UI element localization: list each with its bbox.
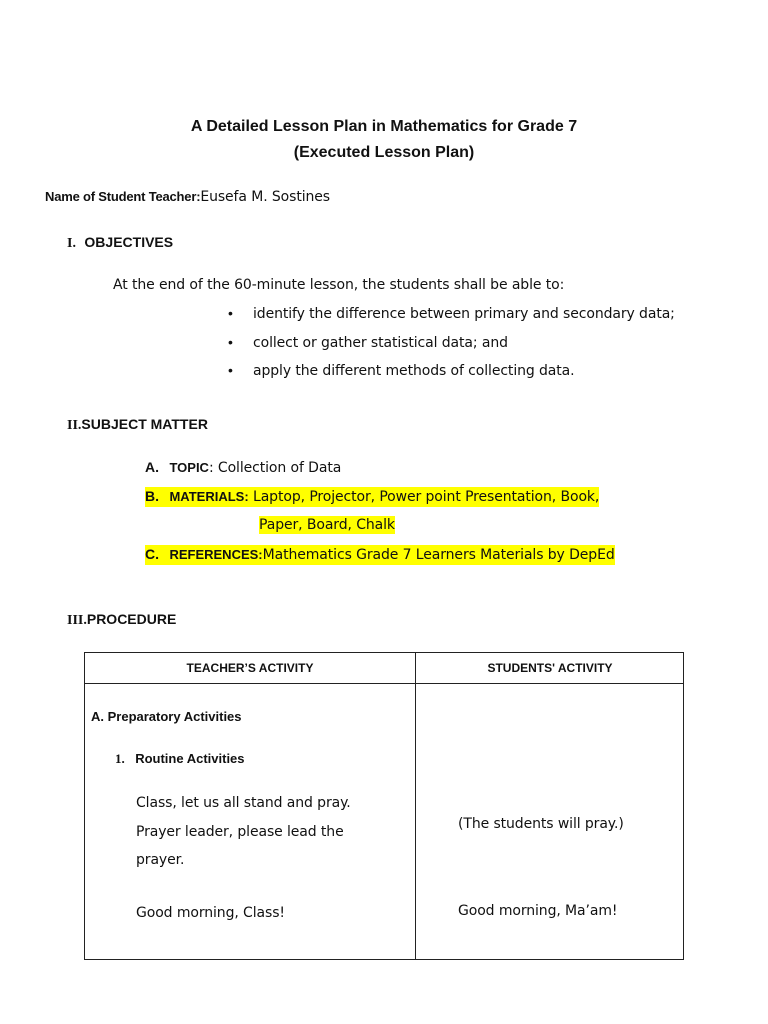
table-header-divider <box>85 683 683 684</box>
procedure-numeral: III. <box>67 613 87 628</box>
teacher-line <box>45 188 330 206</box>
objectives-title: OBJECTIVES <box>84 234 174 250</box>
references-label: REFERENCES: <box>169 547 263 562</box>
teacher-name: Eusefa M. Sostines <box>200 189 330 205</box>
bullet-icon: • <box>228 305 233 321</box>
list-item <box>228 362 575 380</box>
procedure-heading <box>67 611 176 629</box>
table-column-divider <box>415 653 416 959</box>
objective-text: apply the different methods of collecting data. <box>253 363 575 379</box>
topic-value: : Collection of Data <box>208 460 342 476</box>
objectives-heading <box>67 234 173 252</box>
subject-matter-heading <box>67 416 208 434</box>
list-item <box>228 334 508 352</box>
teacher-line: Good morning, Class! <box>136 905 285 921</box>
teacher-line: prayer. <box>136 852 185 868</box>
materials-value-continued: Paper, Board, Chalk <box>259 517 395 533</box>
routine-title: Routine Activities <box>135 751 245 766</box>
students-activity-header: STUDENTS' ACTIVITY <box>487 661 613 675</box>
materials-line <box>145 487 599 507</box>
preparatory-activities-heading: A. Preparatory Activities <box>91 709 242 724</box>
references-value: Mathematics Grade 7 Learners Materials by DepEd <box>262 547 615 563</box>
teacher-activity-header: TEACHER’S ACTIVITY <box>186 661 314 675</box>
bullet-icon: • <box>228 362 233 378</box>
topic-line <box>145 459 341 477</box>
list-item <box>228 305 675 323</box>
references-line <box>145 545 615 565</box>
routine-activities-heading <box>115 750 245 768</box>
objectives-intro: At the end of the 60-minute lesson, the students shall be able to: <box>113 277 565 293</box>
objective-text: identify the difference between primary and secondary data; <box>253 306 675 322</box>
materials-label: MATERIALS: <box>169 489 249 504</box>
student-line: Good morning, Ma’am! <box>458 903 618 919</box>
student-line: (The students will pray.) <box>458 816 624 832</box>
objective-text: collect or gather statistical data; and <box>253 335 508 351</box>
bullet-icon: • <box>228 334 233 350</box>
document-subtitle: (Executed Lesson Plan) <box>293 144 475 161</box>
materials-marker: B. <box>145 488 159 504</box>
subject-matter-title: SUBJECT MATTER <box>81 416 208 432</box>
materials-value: Laptop, Projector, Power point Presentation, Book, <box>248 489 600 505</box>
teacher-label: Name of Student Teacher: <box>45 189 201 204</box>
references-marker: C. <box>145 546 159 562</box>
procedure-title: PROCEDURE <box>86 611 177 627</box>
topic-label: TOPIC <box>169 460 209 475</box>
activity-table <box>84 652 684 960</box>
teacher-line: Prayer leader, please lead the <box>136 824 344 840</box>
document-title: A Detailed Lesson Plan in Mathematics for Grade 7 <box>190 118 578 135</box>
subject-matter-numeral: II. <box>67 418 82 433</box>
teacher-line: Class, let us all stand and pray. <box>136 795 351 811</box>
routine-numeral: 1. <box>115 751 125 766</box>
topic-marker: A. <box>145 459 159 475</box>
objectives-numeral: I. <box>67 236 76 251</box>
